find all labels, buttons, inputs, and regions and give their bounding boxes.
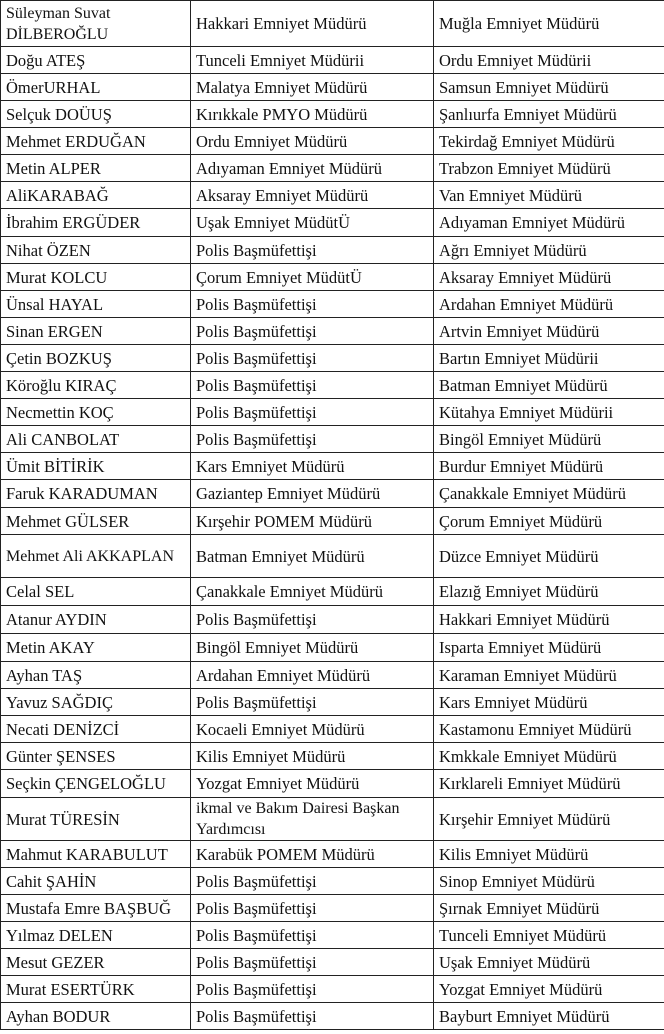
- table-row: [1, 798, 664, 841]
- new-position-cell: Kastamonu Emniyet Müdürü: [434, 716, 664, 743]
- new-position-cell: Trabzon Emniyet Müdürü: [434, 155, 664, 182]
- new-position-cell: Muğla Emniyet Müdürü: [434, 1, 664, 47]
- table-row: [1, 716, 664, 743]
- new-position-cell: Karaman Emniyet Müdürü: [434, 662, 664, 689]
- table-row: [1, 264, 664, 291]
- new-position-cell: Elazığ Emniyet Müdürü: [434, 578, 664, 606]
- new-position-cell: Şanlıurfa Emniyet Müdürü: [434, 101, 664, 128]
- new-position-cell: Yozgat Emniyet Müdürü: [434, 976, 664, 1003]
- appointment-table-body: [1, 1, 664, 1030]
- current-position-cell: Aksaray Emniyet Müdürü: [191, 182, 434, 209]
- new-position-cell: Adıyaman Emniyet Müdürü: [434, 209, 664, 237]
- table-row: [1, 841, 664, 868]
- new-position-cell: Hakkari Emniyet Müdürü: [434, 606, 664, 634]
- new-position-cell: Kars Emniyet Müdürü: [434, 689, 664, 716]
- officer-name-cell: Sinan ERGEN: [1, 318, 191, 345]
- current-position-cell: Polis Başmüfettişi: [191, 1003, 434, 1030]
- table-row: [1, 689, 664, 716]
- table-row: [1, 209, 664, 237]
- table-row: [1, 399, 664, 426]
- table-row: [1, 535, 664, 578]
- current-position-cell: Yozgat Emniyet Müdürü: [191, 770, 434, 798]
- new-position-cell: Burdur Emniyet Müdürü: [434, 453, 664, 480]
- officer-name-cell: AliKARABAĞ: [1, 182, 191, 209]
- officer-name-cell: Murat KOLCU: [1, 264, 191, 291]
- officer-name-cell: Faruk KARADUMAN: [1, 480, 191, 508]
- current-position-cell: Batman Emniyet Müdürü: [191, 535, 434, 578]
- officer-name-cell: Yılmaz DELEN: [1, 922, 191, 949]
- current-position-cell: Polis Başmüfettişi: [191, 399, 434, 426]
- officer-name-cell: Selçuk DOÜUŞ: [1, 101, 191, 128]
- officer-name-cell: Köroğlu KIRAÇ: [1, 372, 191, 399]
- officer-name-cell: Necmettin KOÇ: [1, 399, 191, 426]
- current-position-cell: Uşak Emniyet MüdütÜ: [191, 209, 434, 237]
- current-position-cell: Kars Emniyet Müdürü: [191, 453, 434, 480]
- table-row: [1, 578, 664, 606]
- new-position-cell: Kırşehir Emniyet Müdürü: [434, 798, 664, 841]
- new-position-cell: Kmkkale Emniyet Müdürü: [434, 743, 664, 770]
- current-position-cell: Polis Başmüfettişi: [191, 426, 434, 453]
- new-position-cell: Batman Emniyet Müdürü: [434, 372, 664, 399]
- new-position-cell: Kilis Emniyet Müdürü: [434, 841, 664, 868]
- current-position-cell: Karabük POMEM Müdürü: [191, 841, 434, 868]
- new-position-cell: Çanakkale Emniyet Müdürü: [434, 480, 664, 508]
- officer-name-cell: Mesut GEZER: [1, 949, 191, 976]
- table-row: [1, 237, 664, 264]
- current-position-cell: Kilis Emniyet Müdürü: [191, 743, 434, 770]
- current-position-cell: Çorum Emniyet MüdütÜ: [191, 264, 434, 291]
- officer-name-cell: Ayhan BODUR: [1, 1003, 191, 1030]
- current-position-cell: Ordu Emniyet Müdürü: [191, 128, 434, 155]
- current-position-cell: ikmal ve Bakım Dairesi Başkan Yardımcısı: [191, 798, 434, 841]
- officer-name-cell: Murat ESERTÜRK: [1, 976, 191, 1003]
- table-row: [1, 868, 664, 895]
- table-row: [1, 101, 664, 128]
- officer-name-cell: Murat TÜRESİN: [1, 798, 191, 841]
- officer-name-cell: Cahit ŞAHİN: [1, 868, 191, 895]
- new-position-cell: Uşak Emniyet Müdürü: [434, 949, 664, 976]
- current-position-cell: Polis Başmüfettişi: [191, 949, 434, 976]
- officer-name-cell: Mehmet GÜLSER: [1, 508, 191, 535]
- current-position-cell: Polis Başmüfettişi: [191, 291, 434, 318]
- current-position-cell: Kırşehir POMEM Müdürü: [191, 508, 434, 535]
- new-position-cell: Van Emniyet Müdürü: [434, 182, 664, 209]
- officer-name-cell: Atanur AYDIN: [1, 606, 191, 634]
- new-position-cell: Bayburt Emniyet Müdürü: [434, 1003, 664, 1030]
- table-row: [1, 480, 664, 508]
- new-position-cell: Tekirdağ Emniyet Müdürü: [434, 128, 664, 155]
- table-row: [1, 895, 664, 922]
- table-row: [1, 345, 664, 372]
- new-position-cell: Tunceli Emniyet Müdürü: [434, 922, 664, 949]
- table-row: [1, 743, 664, 770]
- officer-name-cell: Necati DENİZCİ: [1, 716, 191, 743]
- current-position-cell: Polis Başmüfettişi: [191, 922, 434, 949]
- current-position-cell: Kırıkkale PMYO Müdürü: [191, 101, 434, 128]
- officer-name-cell: Ali CANBOLAT: [1, 426, 191, 453]
- officer-name-cell: Mahmut KARABULUT: [1, 841, 191, 868]
- table-row: [1, 453, 664, 480]
- officer-name-cell: Mehmet ERDUĞAN: [1, 128, 191, 155]
- new-position-cell: Artvin Emniyet Müdürü: [434, 318, 664, 345]
- new-position-cell: Bartın Emniyet Müdürii: [434, 345, 664, 372]
- new-position-cell: Çorum Emniyet Müdürü: [434, 508, 664, 535]
- officer-name-cell: Metin AKAY: [1, 634, 191, 662]
- officer-name-cell: Ayhan TAŞ: [1, 662, 191, 689]
- table-row: [1, 922, 664, 949]
- current-position-cell: Ardahan Emniyet Müdürü: [191, 662, 434, 689]
- table-row: [1, 291, 664, 318]
- current-position-cell: Bingöl Emniyet Müdürü: [191, 634, 434, 662]
- current-position-cell: Adıyaman Emniyet Müdürü: [191, 155, 434, 182]
- current-position-cell: Polis Başmüfettişi: [191, 689, 434, 716]
- table-row: [1, 74, 664, 101]
- current-position-cell: Polis Başmüfettişi: [191, 606, 434, 634]
- table-row: [1, 949, 664, 976]
- table-row: [1, 426, 664, 453]
- table-row: [1, 182, 664, 209]
- new-position-cell: Kütahya Emniyet Müdürii: [434, 399, 664, 426]
- current-position-cell: Polis Başmüfettişi: [191, 318, 434, 345]
- table-row: [1, 372, 664, 399]
- table-row: [1, 508, 664, 535]
- table-row: [1, 128, 664, 155]
- officer-name-cell: Seçkin ÇENGELOĞLU: [1, 770, 191, 798]
- new-position-cell: Şırnak Emniyet Müdürü: [434, 895, 664, 922]
- officer-name-cell: Celal SEL: [1, 578, 191, 606]
- new-position-cell: Sinop Emniyet Müdürü: [434, 868, 664, 895]
- officer-name-cell: Çetin BOZKUŞ: [1, 345, 191, 372]
- table-row: [1, 47, 664, 74]
- officer-name-cell: Mehmet Ali AKKAPLAN: [1, 535, 191, 578]
- new-position-cell: Kırklareli Emniyet Müdürü: [434, 770, 664, 798]
- officer-name-cell: Günter ŞENSES: [1, 743, 191, 770]
- current-position-cell: Polis Başmüfettişi: [191, 372, 434, 399]
- officer-name-cell: Ünsal HAYAL: [1, 291, 191, 318]
- table-row: [1, 634, 664, 662]
- current-position-cell: Polis Başmüfettişi: [191, 345, 434, 372]
- table-row: [1, 606, 664, 634]
- table-row: [1, 662, 664, 689]
- officer-name-cell: Süleyman Suvat DİLBEROĞLU: [1, 1, 191, 47]
- new-position-cell: Isparta Emniyet Müdürü: [434, 634, 664, 662]
- current-position-cell: Kocaeli Emniyet Müdürü: [191, 716, 434, 743]
- new-position-cell: Samsun Emniyet Müdürü: [434, 74, 664, 101]
- new-position-cell: Ağrı Emniyet Müdürü: [434, 237, 664, 264]
- current-position-cell: Polis Başmüfettişi: [191, 895, 434, 922]
- table-row: [1, 1003, 664, 1030]
- table-row: [1, 155, 664, 182]
- current-position-cell: Tunceli Emniyet Müdürii: [191, 47, 434, 74]
- officer-name-cell: Nihat ÖZEN: [1, 237, 191, 264]
- current-position-cell: Polis Başmüfettişi: [191, 976, 434, 1003]
- new-position-cell: Ardahan Emniyet Müdürü: [434, 291, 664, 318]
- current-position-cell: Polis Başmüfettişi: [191, 237, 434, 264]
- new-position-cell: Bingöl Emniyet Müdürü: [434, 426, 664, 453]
- officer-name-cell: İbrahim ERGÜDER: [1, 209, 191, 237]
- officer-name-cell: Doğu ATEŞ: [1, 47, 191, 74]
- table-row: [1, 1, 664, 47]
- current-position-cell: Gaziantep Emniyet Müdürü: [191, 480, 434, 508]
- new-position-cell: Aksaray Emniyet Müdürü: [434, 264, 664, 291]
- table-row: [1, 318, 664, 345]
- officer-name-cell: Mustafa Emre BAŞBUĞ: [1, 895, 191, 922]
- new-position-cell: Düzce Emniyet Müdürü: [434, 535, 664, 578]
- current-position-cell: Hakkari Emniyet Müdürü: [191, 1, 434, 47]
- new-position-cell: Ordu Emniyet Müdürii: [434, 47, 664, 74]
- current-position-cell: Malatya Emniyet Müdürü: [191, 74, 434, 101]
- officer-name-cell: ÖmerURHAL: [1, 74, 191, 101]
- officer-name-cell: Ümit BİTİRİK: [1, 453, 191, 480]
- table-row: [1, 976, 664, 1003]
- officer-name-cell: Yavuz SAĞDIÇ: [1, 689, 191, 716]
- current-position-cell: Polis Başmüfettişi: [191, 868, 434, 895]
- officer-name-cell: Metin ALPER: [1, 155, 191, 182]
- table-row: [1, 770, 664, 798]
- current-position-cell: Çanakkale Emniyet Müdürü: [191, 578, 434, 606]
